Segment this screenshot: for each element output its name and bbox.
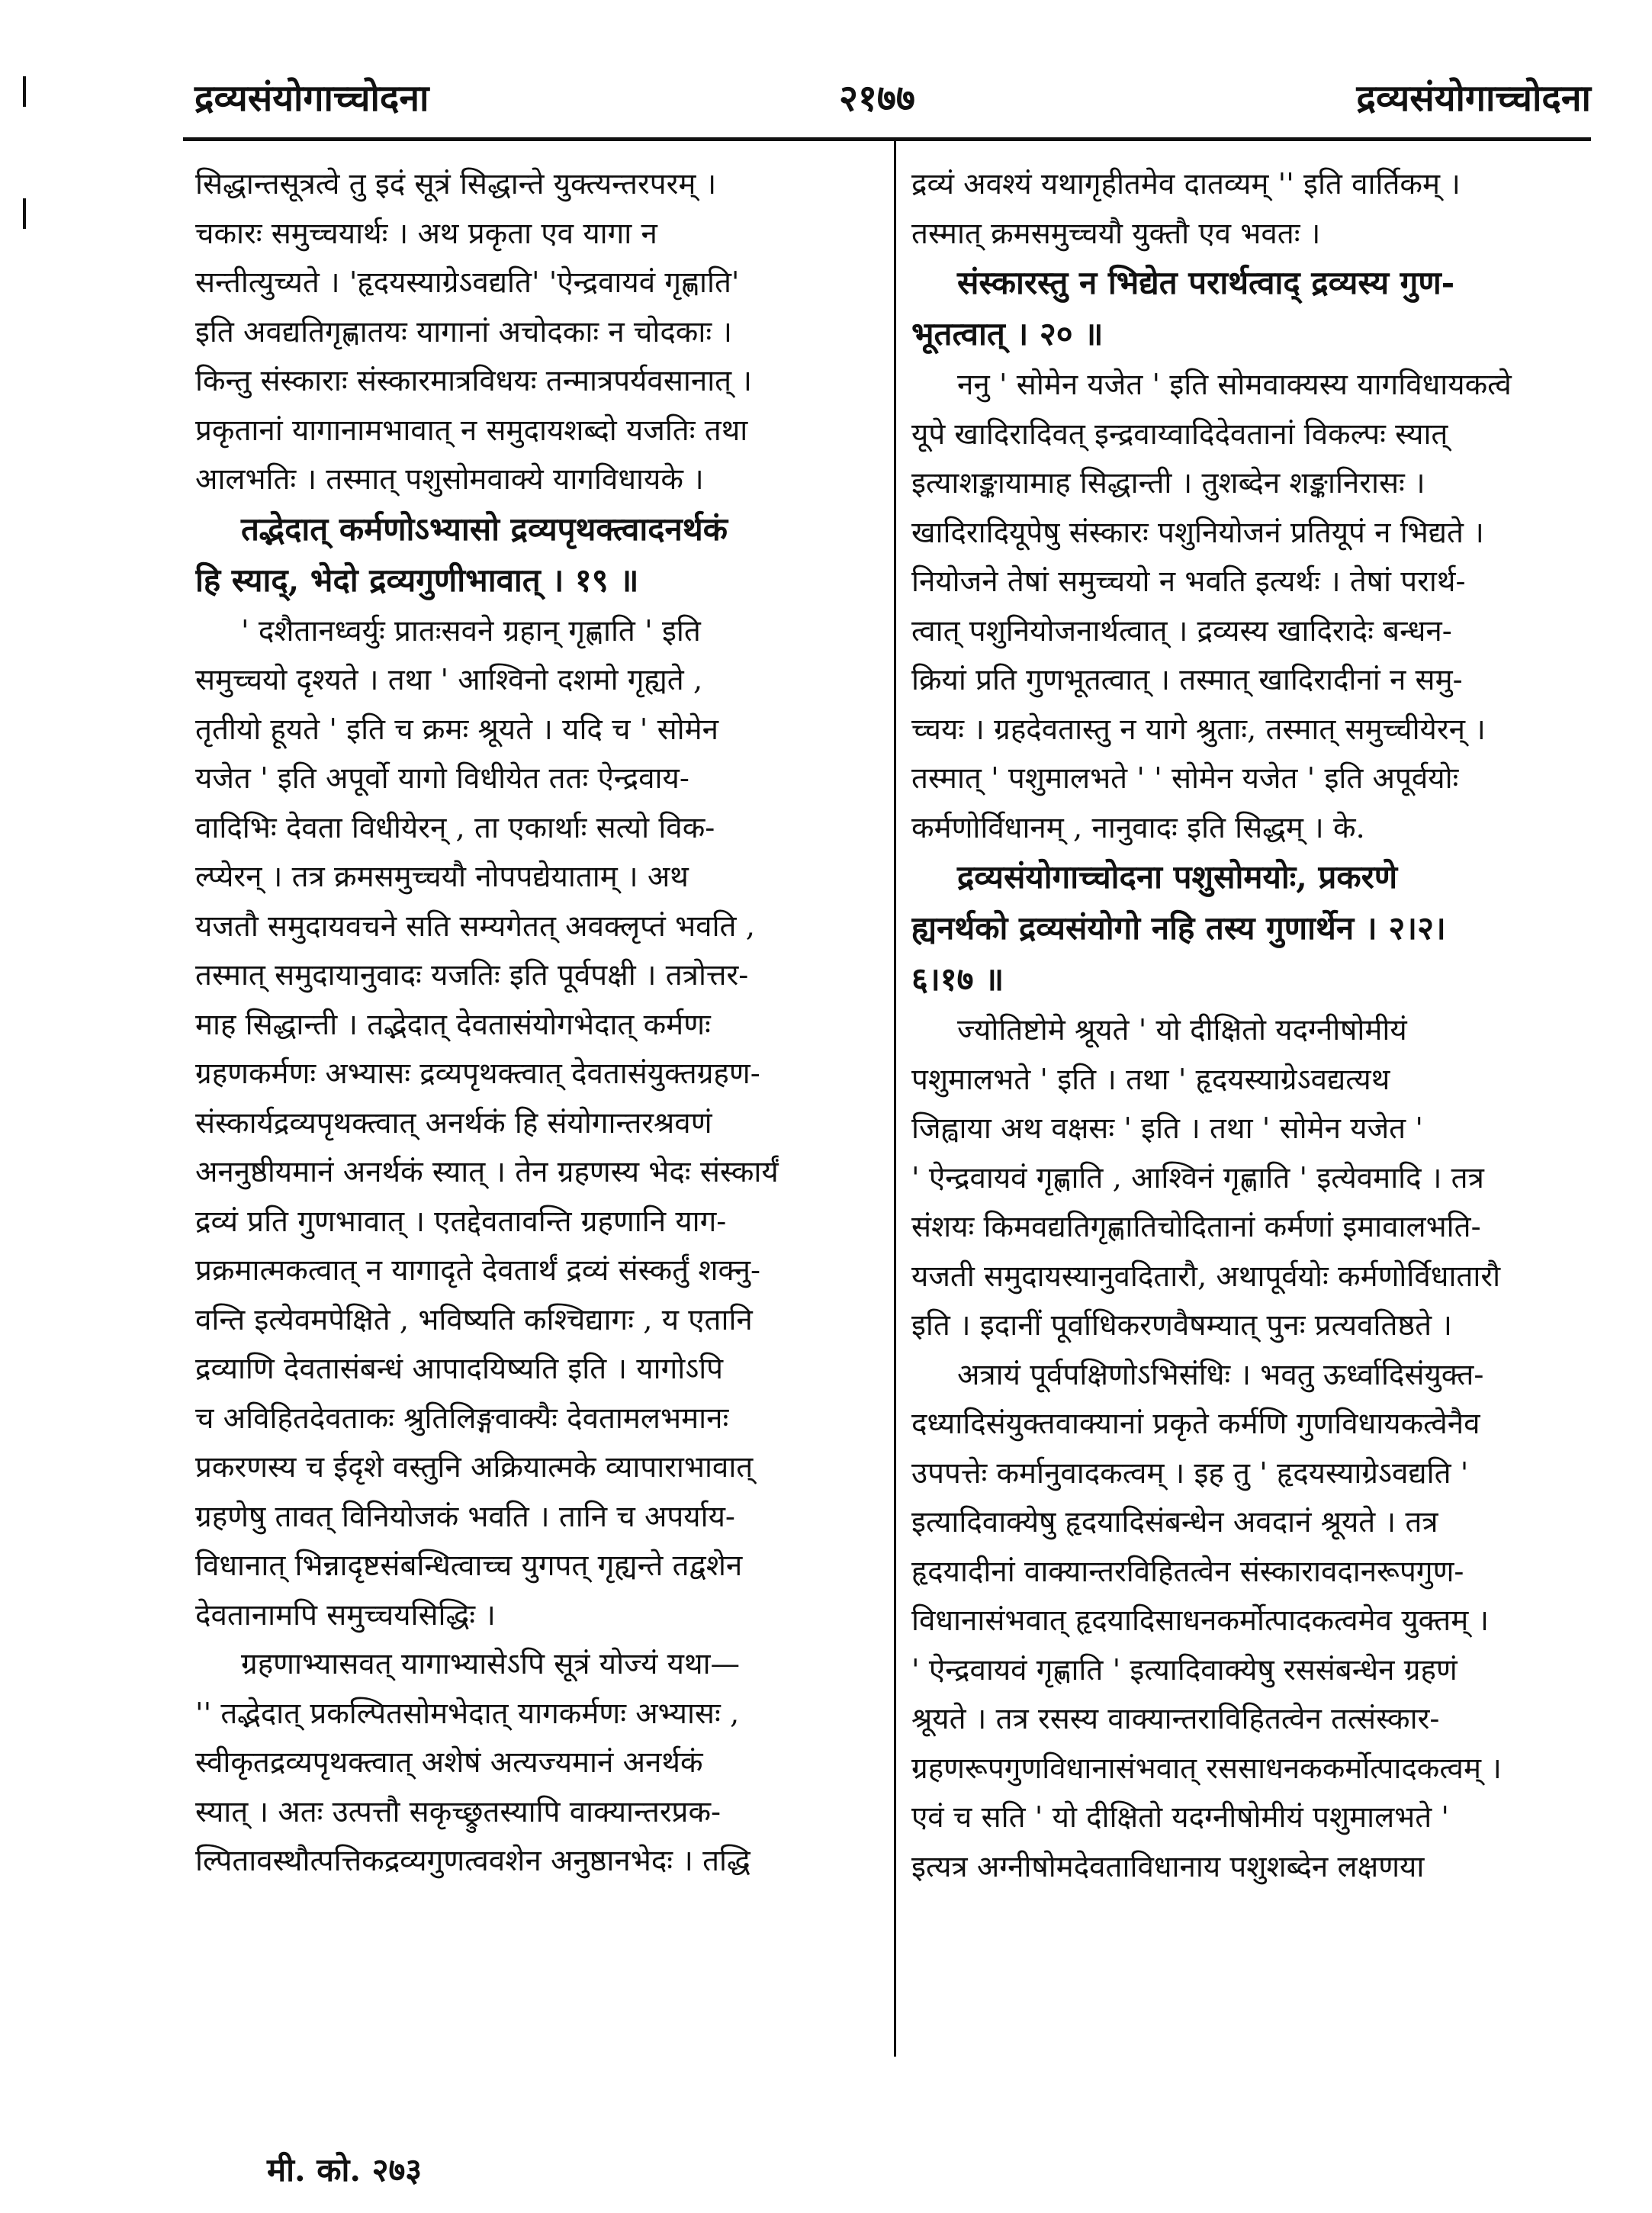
text-line: ' ऐन्द्रवायवं गृह्णाति ' इत्यादिवाक्येषु रससंबन्धेन ग्रहणं — [911, 1652, 1458, 1687]
text-line: ग्रहणरूपगुणविधानासंभवात् रससाधनककर्मोत्पादकत्वम् । — [911, 1751, 1502, 1786]
header-right-title: द्रव्यसंयोगाच्चोदना — [1356, 77, 1591, 120]
text-line: किन्तु संस्काराः संस्कारमात्रविधयः तन्मात्रपर्यवसानात् । — [195, 364, 752, 398]
text-line: जिह्वाया अथ वक्षसः ' इति । तथा ' सोमेन यजेत ' — [911, 1111, 1423, 1146]
text-line: '' तद्भेदात् प्रकल्पितसोमभेदात् यागकर्मणः अभ्यासः , — [195, 1696, 740, 1731]
right-column — [911, 160, 1587, 1892]
text-line: इत्यत्र अग्नीषोमदेवताविधानाय पशुशब्देन लक्षणया — [911, 1849, 1425, 1884]
text-line: कर्मणोर्विधानम् , नानुवादः इति सिद्धम् । के. — [911, 810, 1365, 845]
text-line: देवतानामपि समुच्चयसिद्धिः । — [195, 1597, 496, 1632]
text-line: वादिभिः देवता विधीयेरन् , ता एकार्थाः सत्यो विक- — [195, 810, 715, 845]
text-line: प्रकृतानां यागानामभावात् न समुदायशब्दो यजतिः तथा — [195, 413, 748, 448]
text-line: यूपे खादिरादिवत् इन्द्रवाय्वादिदेवतानां विकल्पः स्यात् — [911, 417, 1448, 452]
header-left-title: द्रव्यसंयोगाच्चोदना — [194, 77, 429, 120]
text-line: माह सिद्धान्ती । तद्भेदात् देवतासंयोगभेदात् कर्मणः — [195, 1007, 711, 1042]
sutra-line: संस्कारस्तु न भिद्येत परार्थत्वाद् द्रव्यस्य गुण- — [957, 264, 1455, 301]
text-line: द्रव्यं अवश्यं यथागृहीतमेव दातव्यम् '' इति वार्तिकम् । — [911, 167, 1461, 201]
text-line: सिद्धान्तसूत्रत्वे तु इदं सूत्रं सिद्धान्ते युक्त्यन्तरपरम् । — [195, 167, 717, 201]
text-line: संशयः किमवद्यतिगृह्णातिचोदितानां कर्मणां इमावालभति- — [911, 1210, 1481, 1244]
scan-edge-mark — [23, 76, 26, 107]
text-line: तस्मात् समुदायानुवादः यजतिः इति पूर्वपक्षी । तत्रोत्तर- — [195, 958, 749, 992]
text-line: वन्ति इत्येवमपेक्षिते , भविष्यति कश्चिद्यागः , य एतानि — [195, 1302, 753, 1337]
page-header — [153, 72, 1591, 133]
text-line: संस्कार्यद्रव्यपृथक्त्वात् अनर्थकं हि संयोगान्तरश्रवणं — [195, 1105, 712, 1140]
text-line: ननु ' सोमेन यजेत ' इति सोमवाक्यस्य यागविधायकत्वे — [957, 368, 1512, 402]
text-line: यजेत ' इति अपूर्वो यागो विधीयेत ततः ऐन्द्रवाय- — [195, 761, 689, 796]
text-line: इत्याशङ्कायामाह सिद्धान्ती । तुशब्देन शङ्कानिरासः । — [911, 466, 1425, 500]
sutra-line: द्रव्यसंयोगाच्चोदना पशुसोमयोः, प्रकरणे — [957, 858, 1398, 896]
text-line: ल्प्येरन् । तत्र क्रमसमुच्चयौ नोपपद्येयाताम् । अथ — [195, 860, 689, 894]
text-line: उपपत्तेः कर्मानुवादकत्वम् । इह तु ' हृदयस्याग्रेऽवद्यति ' — [911, 1455, 1469, 1491]
text-line: ' दशैतानध्वर्युः प्रातःसवने ग्रहान् गृह्णाति ' इति — [241, 613, 701, 648]
text-line: तस्मात् क्रमसमुच्चयौ युक्तौ एव भवतः । — [911, 216, 1321, 251]
text-line: यजतौ समुदायवचने सति सम्यगेतत् अवक्लृप्तं भवति , — [195, 909, 755, 944]
text-line: ग्रहणाभ्यासवत् यागाभ्यासेऽपि सूत्रं योज्यं यथा— — [241, 1647, 741, 1681]
sutra-line: ६।१७ ॥ — [911, 960, 1004, 998]
text-line: इति । इदानीं पूर्वाधिकरणवैषम्यात् पुनः प्रत्यवतिष्ठते । — [911, 1308, 1452, 1343]
text-line: सन्तीत्युच्यते । 'हृदयस्याग्रेऽवद्यति' 'ऐन्द्रवायवं गृह्णाति' — [195, 265, 740, 300]
text-line: प्रक्रमात्मकत्वात् न यागादृते देवतार्थं द्रव्यं संस्कर्तुं शक्नु- — [195, 1253, 761, 1288]
text-line: खादिरादियूपेषु संस्कारः पशुनियोजनं प्रतियूपं न भिद्यते । — [911, 515, 1484, 550]
text-line: ग्रहणकर्मणः अभ्यासः द्रव्यपृथक्त्वात् देवतासंयुक्तग्रहण- — [195, 1057, 760, 1091]
text-line: आलभतिः । तस्मात् पशुसोमवाक्ये यागविधायके । — [195, 462, 704, 497]
left-column — [195, 160, 866, 1887]
sutra-line: तद्भेदात् कर्मणोऽभ्यासो द्रव्यपृथक्त्वादनर्थकं — [241, 510, 728, 548]
text-line: समुच्चयो दृश्यते । तथा ' आश्विनो दशमो गृह्यते , — [195, 663, 703, 697]
text-line: तस्मात् ' पशुमालभते ' ' सोमेन यजेत ' इति अपूर्वयोः — [911, 761, 1459, 796]
text-line: चकारः समुच्चयार्थः । अथ प्रकृता एव यागा न — [195, 216, 657, 251]
text-line: ग्रहणेषु तावत् विनियोजकं भवति । तानि च अपर्याय- — [195, 1499, 735, 1534]
text-line: यजती समुदायस्यानुवदितारौ, अथापूर्वयोः कर्मणोर्विधातारौ — [911, 1259, 1501, 1294]
sutra-line: हि स्याद्, भेदो द्रव्यगुणीभावात् । १९ ॥ — [195, 561, 639, 599]
text-line: त्वात् पशुनियोजनार्थत्वात् । द्रव्यस्य खादिरादेः बन्धन- — [911, 613, 1452, 648]
text-line: इत्यादिवाक्येषु हृदयादिसंबन्धेन अवदानं श्रूयते । तत्र — [911, 1505, 1438, 1539]
text-line: च्चयः । ग्रहदेवतास्तु न यागे श्रुताः, तस्मात् समुच्चीयेरन् । — [911, 712, 1486, 747]
text-line: प्रकरणस्य च ईदृशे वस्तुनि अक्रियात्मके व्यापाराभावात् — [195, 1450, 754, 1484]
text-line: ल्पितावस्थौत्पत्तिकद्रव्यगुणत्ववशेन अनुष्ठानभेदः । तद्धि — [195, 1844, 750, 1878]
text-line: द्रव्याणि देवतासंबन्धं आपादयिष्यति इति । यागोऽपि — [195, 1352, 724, 1386]
text-line: तृतीयो हूयते ' इति च क्रमः श्रूयते । यदि च ' सोमेन — [195, 712, 719, 747]
sutra-line: ह्यनर्थको द्रव्यसंयोगो नहि तस्य गुणार्थेन । २।२। — [911, 909, 1446, 947]
text-line: च अविहितदेवताकः श्रुतिलिङ्गवाक्यैः देवतामलभमानः — [195, 1401, 729, 1436]
text-line: अत्रायं पूर्वपक्षिणोऽभिसंधिः । भवतु ऊर्ध्वादिसंयुक्त- — [957, 1357, 1484, 1392]
sutra-line: भूतत्वात् । २० ॥ — [911, 315, 1104, 352]
text-line: ' ऐन्द्रवायवं गृह्णाति , आश्विनं गृह्णाति ' इत्येवमादि । तत्र — [911, 1160, 1484, 1195]
text-line: हृदयादीनां वाक्यान्तरविहितत्वेन संस्कारावदानरूपगुण- — [911, 1554, 1464, 1589]
text-line: द्रव्यं प्रति गुणभावात् । एतद्देवतावन्ति ग्रहणानि याग- — [195, 1204, 727, 1239]
text-line: श्रूयते । तत्र रसस्य वाक्यान्तराविहितत्वेन तत्संस्कार- — [911, 1702, 1440, 1736]
text-line: एवं च सति ' यो दीक्षितो यदग्नीषोमीयं पशुमालभते ' — [911, 1800, 1450, 1835]
text-line: स्वीकृतद्रव्यपृथक्त्वात् अशेषं अत्यज्यमानं अनर्थकं — [195, 1745, 703, 1780]
page-number: २१७७ — [839, 77, 915, 120]
text-line: इति अवद्यतिगृह्णातयः यागानां अचोदकाः न चोदकाः । — [195, 314, 732, 349]
text-line: ज्योतिष्टोमे श्रूयते ' यो दीक्षितो यदग्नीषोमीयं — [957, 1013, 1407, 1047]
text-line: नियोजने तेषां समुच्चयो न भवति इत्यर्थः । तेषां परार्थ- — [911, 565, 1466, 599]
column-divider — [894, 137, 896, 2057]
text-line: दध्यादिसंयुक्तवाक्यानां प्रकृते कर्मणि गुणविधायकत्वेनैव — [911, 1407, 1480, 1441]
text-line: पशुमालभते ' इति । तथा ' हृदयस्याग्रेऽवद्यत्यथ — [911, 1062, 1390, 1097]
text-line: स्यात् । अतः उत्पत्तौ सकृच्छ्रुतस्यापि वाक्यान्तरप्रक- — [195, 1794, 722, 1829]
header-rule — [183, 137, 1591, 141]
text-line: विधानासंभवात् हृदयादिसाधनकर्मोत्पादकत्वमेव युक्तम् । — [911, 1603, 1490, 1638]
footer-signature: मी. को. २७३ — [267, 2151, 423, 2189]
text-line: क्रियां प्रति गुणभूतत्वात् । तस्मात् खादिरादीनां न समु- — [911, 663, 1463, 697]
text-line: अननुष्ठीयमानं अनर्थकं स्यात् । तेन ग्रहणस्य भेदः संस्कार्यं — [195, 1155, 779, 1189]
scan-edge-mark — [23, 198, 26, 229]
text-line: विधानात् भिन्नादृष्टसंबन्धित्वाच्च युगपत् गृह्यन्ते तद्वशेन — [195, 1549, 743, 1583]
